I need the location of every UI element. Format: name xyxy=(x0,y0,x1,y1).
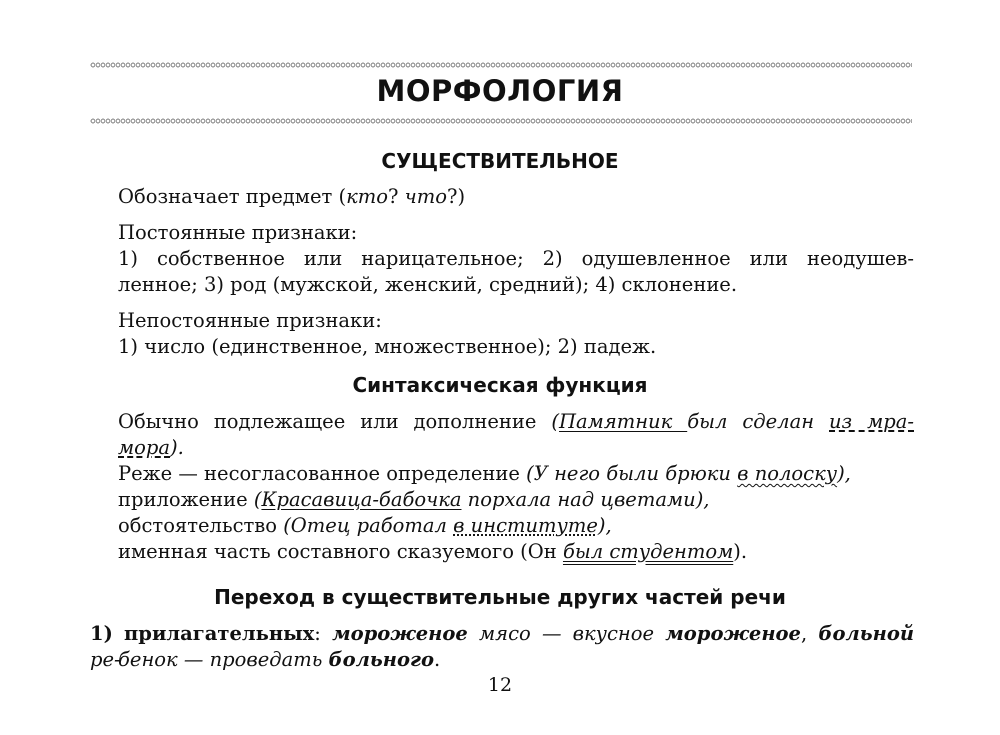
syntax-line-1: Обычно подлежащее или дополнение (Памятник был сделан из мра- xyxy=(118,410,914,433)
adverbial-example: в институте xyxy=(453,514,598,537)
subject-example: Памятник xyxy=(559,410,688,433)
syntax-line-5: обстоятельство (Отец работал в институте), xyxy=(118,514,612,537)
transition-line-2: бенок — проведать больного. xyxy=(118,648,441,671)
apposition-example: Красавица-бабочка xyxy=(261,488,462,511)
transition-line-1: 1) прилагательных: мороженое мясо — вкусное мороженое, больной ре- xyxy=(90,622,914,671)
syntax-line-4: приложение (Красавица-бабочка порхала над цветами), xyxy=(118,488,710,511)
bottom-ornament-rule xyxy=(90,118,912,124)
meaning-line: Обозначает предмет (кто? что?) xyxy=(118,185,466,208)
transition-heading: Переход в существительные других частей речи xyxy=(214,585,786,609)
syntax-heading: Синтаксическая функция xyxy=(352,373,648,397)
constant-line-2: ленное; 3) род (мужской, женский, средний); 4) склонение. xyxy=(118,273,738,296)
variable-line-1: 1) число (единственное, множественное); 2) падеж. xyxy=(118,335,657,358)
top-ornament-rule xyxy=(90,62,912,68)
constant-line-1: 1) собственное или нарицательное; 2) одушевленное или неодушев- xyxy=(118,247,914,270)
attribute-example: в полоску xyxy=(737,462,838,485)
variable-label: Непостоянные признаки: xyxy=(118,309,382,332)
constant-label: Постоянные признаки: xyxy=(118,221,358,244)
section-title: СУЩЕСТВИТЕЛЬНОЕ xyxy=(381,149,619,173)
syntax-line-2: мора). xyxy=(118,436,184,459)
syntax-line-3: Реже — несогласованное определение (У него были брюки в полоску), xyxy=(118,462,851,485)
page-number: 12 xyxy=(487,674,513,696)
predicate-example: был студентом xyxy=(562,540,734,563)
chapter-title: МОРФОЛОГИЯ xyxy=(376,74,624,108)
object-example: из мра- xyxy=(829,410,914,433)
syntax-line-6: именная часть составного сказуемого (Он был студентом). xyxy=(118,540,748,563)
